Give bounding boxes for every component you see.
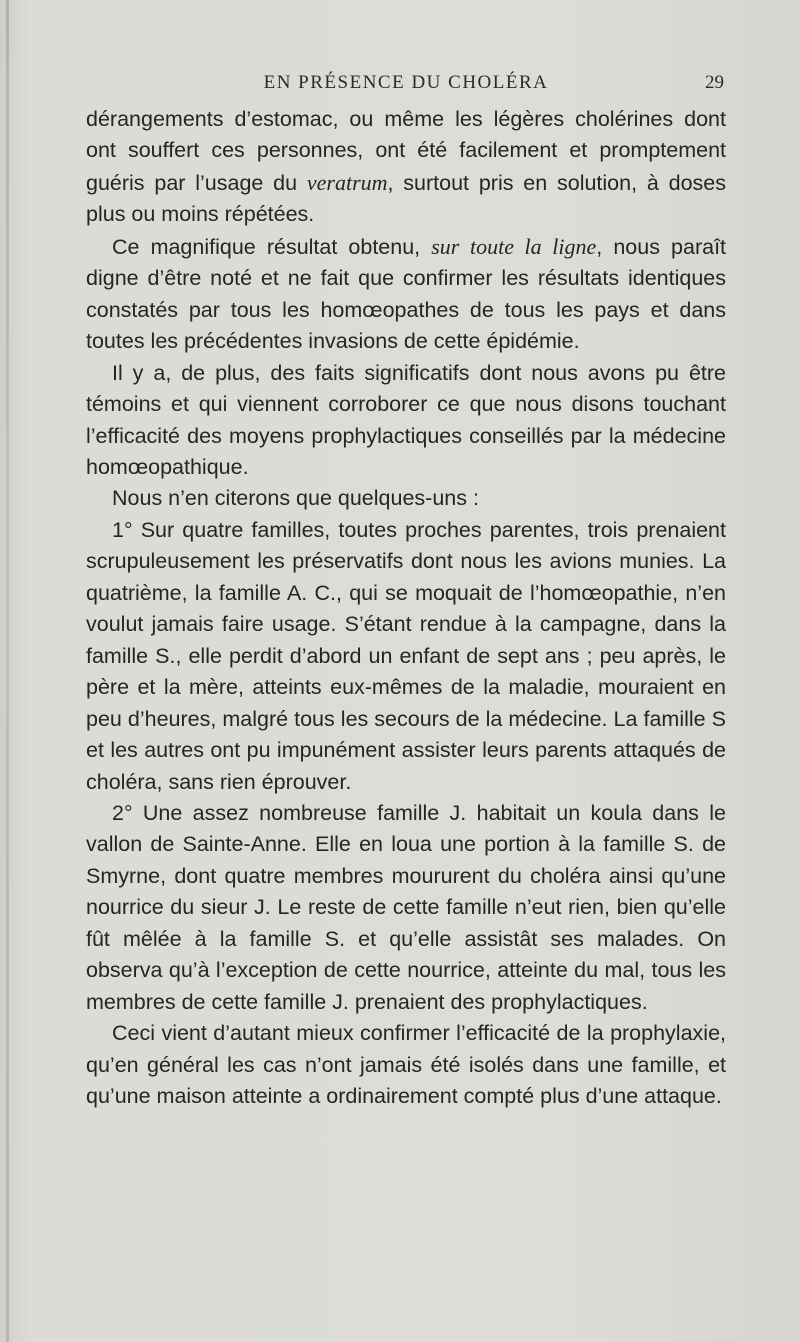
paragraph-1-text: dérangements d’estomac, ou même les légères cholérines dont ont souffert ces personnes, ont été facilement et promptement guéris par l’usage du <box>86 107 726 195</box>
paragraph-6: 2° Une assez nombreuse famille J. habitait un koula dans le vallon de Sainte-Anne. Elle en loua une portion à la famille S. de Smyrne, dont quatre membres moururent du choléra ainsi qu’une nourrice du sieur J. Le reste de cette famille n’eut rien, bien qu’elle fût mêlée à la famille S. et qu’elle assistât ses malades. On observa qu’à l’exception de cette nourrice, atteinte du mal, tous les membres de cette famille J. prenaient des prophylactiques. <box>86 800 726 1014</box>
paragraph-3: Il y a, de plus, des faits significatifs dont nous avons pu être témoins et qui viennent corroborer ce que nous disons touchant l’efficacité des moyens prophylactiques conseillés par la médecine homœopathique. <box>86 360 726 479</box>
running-title: EN PRÉSENCE DU CHOLÉRA <box>263 72 549 93</box>
paragraph-5: 1° Sur quatre familles, toutes proches parentes, trois prenaient scrupuleusement les préservatifs dont nous les avions munies. La quatrième, la famille A. C., qui se moquait de l’homœopathie, n’en voulut jamais faire usage. S’étant rendue à la campagne, dans la famille S., elle perdit d’abord un enfant de sept ans ; peu après, le père et la mère, atteints eux-mêmes de la maladie, mouraient en peu d’heures, malgré tous les secours de la médecine. La famille S et les autres ont pu impunément assister leurs parents attaqués de choléra, sans rien éprouver. <box>86 517 726 794</box>
paragraph-1-italic: veratrum <box>306 169 388 195</box>
page-binding-edge <box>6 0 9 1342</box>
paragraph-7: Ceci vient d’autant mieux confirmer l’efficacité de la prophylaxie, qu’en général les cas n’ont jamais été isolés dans une famille, et qu’une maison atteinte a ordinairement compté plus d’une attaque. <box>86 1021 726 1109</box>
paragraph-1-text-after: , surtout pris en solution, à doses plus ou moins répétées. <box>86 170 726 227</box>
page-header <box>86 72 726 102</box>
page-number: 29 <box>705 72 724 93</box>
body-text <box>86 104 726 1113</box>
paragraph-4: Nous n’en citerons que quelques-uns : <box>112 486 479 511</box>
paragraph-2-text: Ce magnifique résultat obtenu, <box>112 234 432 259</box>
paragraph-1 <box>86 104 726 231</box>
paragraph-2 <box>86 231 726 358</box>
paragraph-2-italic: sur toute la ligne <box>431 233 597 259</box>
paragraph-2-text-after: , nous paraît digne d’être noté et ne fait que confirmer les résultats identiques constatés par tous les homœopathes de tous les pays et dans toutes les précédentes invasions de cette épidémie. <box>86 234 727 354</box>
